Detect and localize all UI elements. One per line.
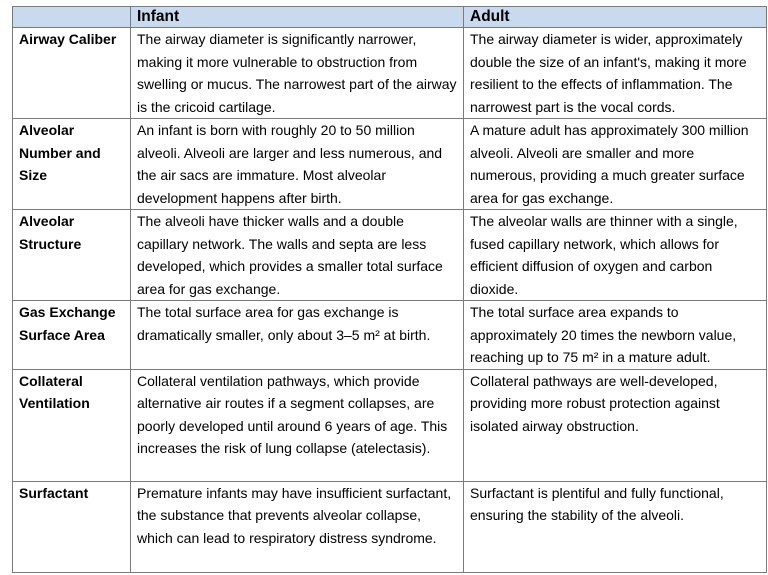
adult-cell: The alveolar walls are thinner with a single, fused capillary network, which allows for efficient diffusion of oxygen and carbon dioxide. — [464, 210, 767, 301]
infant-cell: An infant is born with roughly 20 to 50 million alveoli. Alveoli are larger and less numerous, and the air sacs are immature. Most alveolar development happens after birth. — [131, 119, 464, 210]
row-label: Gas Exchange Surface Area — [13, 301, 131, 370]
adult-cell: Collateral pathways are well-developed, providing more robust protection against isolated airway obstruction. — [464, 369, 767, 481]
row-label: Airway Caliber — [13, 28, 131, 119]
infant-cell: Collateral ventilation pathways, which provide alternative air routes if a segment collapses, are poorly developed until around 6 years of age. This increases the risk of lung collapse (atelectasis). — [131, 369, 464, 481]
table-row — [13, 28, 767, 119]
table-row — [13, 481, 767, 572]
table-row — [13, 210, 767, 301]
row-label: Collateral Ventilation — [13, 369, 131, 481]
infant-cell: The airway diameter is significantly narrower, making it more vulnerable to obstruction from swelling or mucus. The narrowest part of the airway is the cricoid cartilage. — [131, 28, 464, 119]
adult-cell: The total surface area expands to approximately 20 times the newborn value, reaching up to 75 m² in a mature adult. — [464, 301, 767, 370]
adult-cell: A mature adult has approximately 300 million alveoli. Alveoli are smaller and more numerous, providing a much greater surface area for gas exchange. — [464, 119, 767, 210]
adult-cell: The airway diameter is wider, approximately double the size of an infant's, making it more resilient to the effects of inflammation. The narrowest part is the vocal cords. — [464, 28, 767, 119]
table-row — [13, 119, 767, 210]
row-label: Alveolar Number and Size — [13, 119, 131, 210]
row-label: Surfactant — [13, 481, 131, 572]
header-adult: Adult — [464, 7, 767, 28]
header-infant: Infant — [131, 7, 464, 28]
header-label-column — [13, 7, 131, 28]
infant-cell: The total surface area for gas exchange is dramatically smaller, only about 3–5 m² at birth. — [131, 301, 464, 370]
infant-cell: The alveoli have thicker walls and a double capillary network. The walls and septa are less developed, which provides a smaller total surface area for gas exchange. — [131, 210, 464, 301]
infant-cell: Premature infants may have insufficient surfactant, the substance that prevents alveolar collapse, which can lead to respiratory distress syndrome. — [131, 481, 464, 572]
row-label: Alveolar Structure — [13, 210, 131, 301]
table-row — [13, 301, 767, 370]
adult-cell: Surfactant is plentiful and fully functional, ensuring the stability of the alveoli. — [464, 481, 767, 572]
table-row — [13, 369, 767, 481]
header-row — [13, 7, 767, 28]
comparison-table — [12, 6, 767, 573]
